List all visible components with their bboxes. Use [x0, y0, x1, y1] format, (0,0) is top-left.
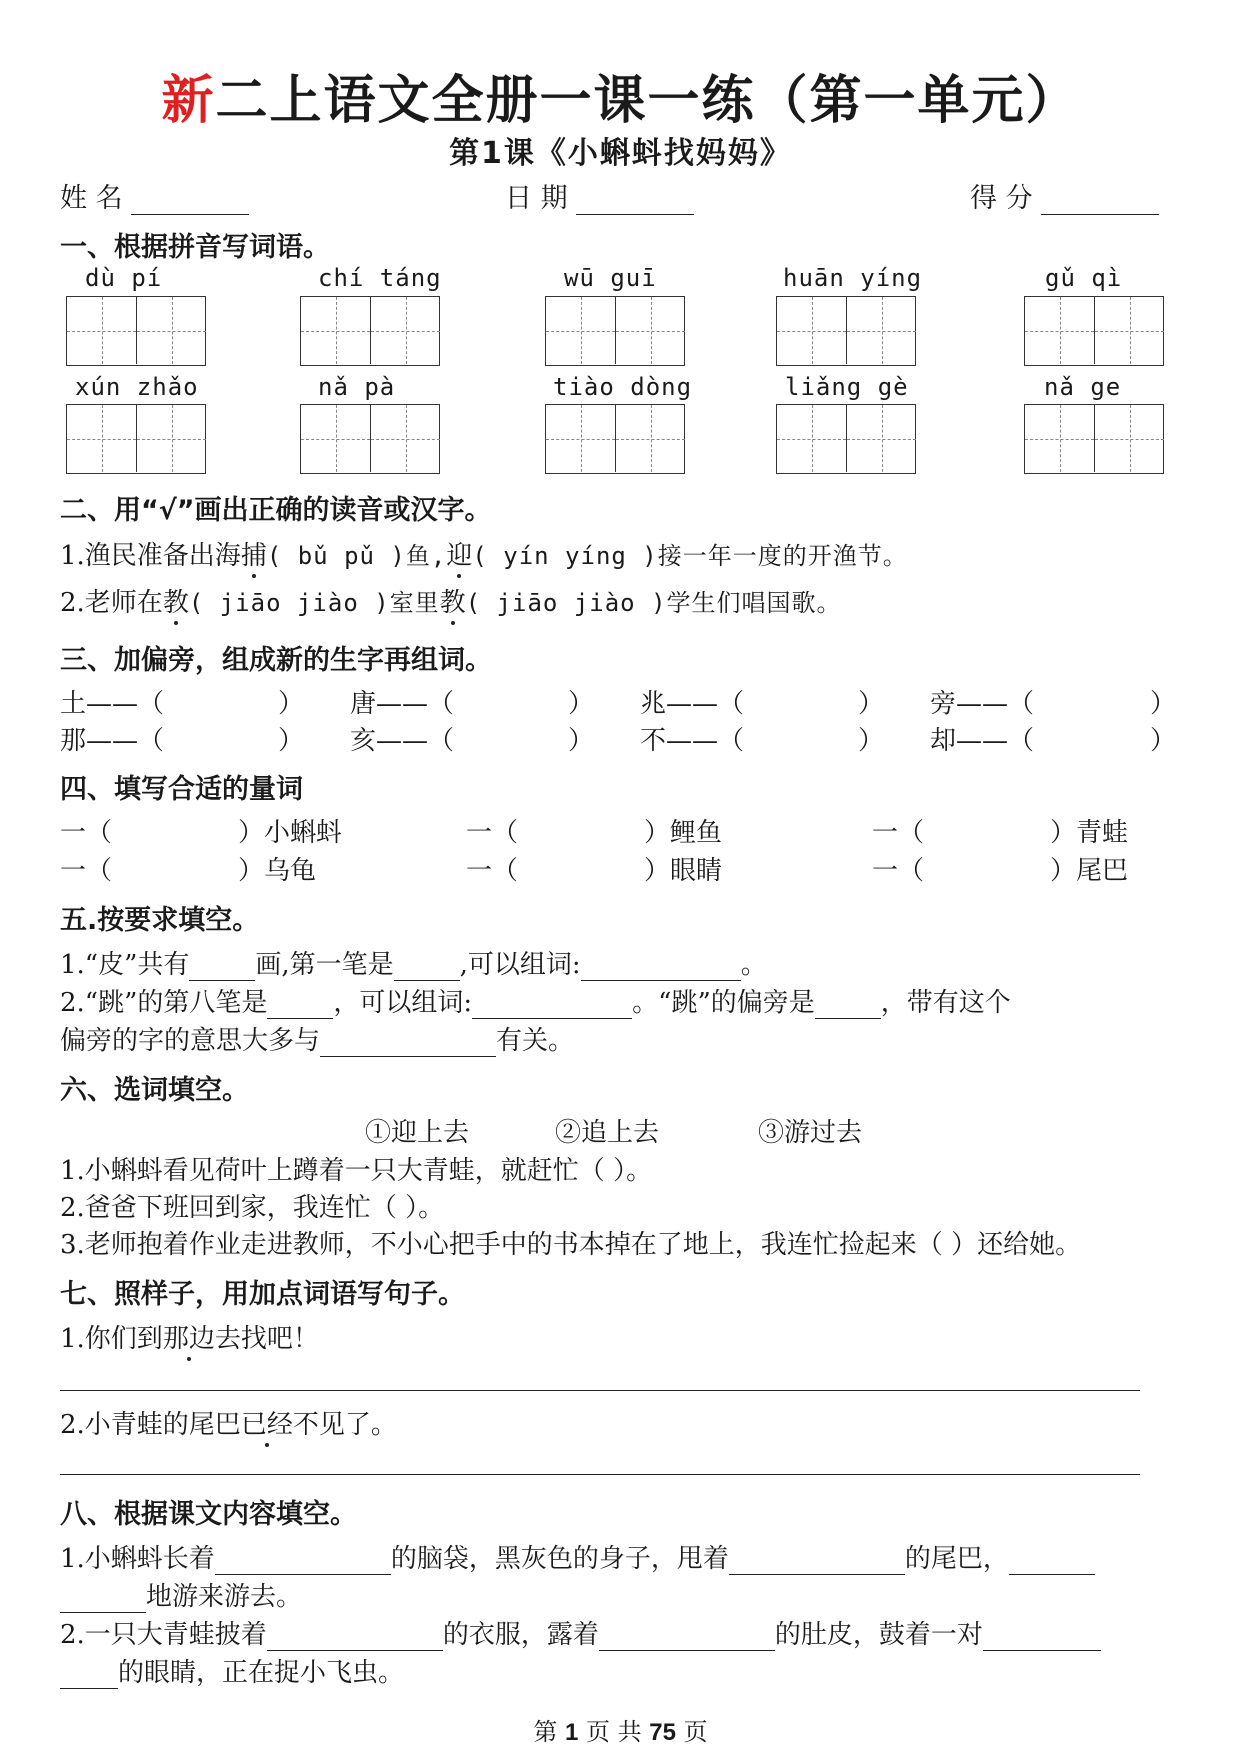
question-line: [60, 1652, 404, 1689]
answer-blank[interactable]: [581, 980, 741, 981]
question-line: 2.爸爸下班回到家，我连忙（ ）。: [60, 1193, 445, 1223]
radical-item: 却——（: [930, 726, 1035, 756]
question-line: [60, 535, 908, 572]
name-blank[interactable]: [131, 214, 249, 215]
dotted-word: 那边: [163, 1318, 215, 1355]
pinyin-label: nǎ pà: [318, 373, 396, 401]
question-line: [60, 944, 767, 981]
measure-prefix: 一（: [60, 818, 113, 848]
tianzige-box[interactable]: [1024, 404, 1164, 474]
tianzige-box[interactable]: [545, 404, 685, 474]
line-text: 1.“皮”共有: [60, 950, 190, 980]
dotted-char: 捕: [241, 535, 267, 572]
tianzige-box[interactable]: [66, 404, 206, 474]
close-paren: ）: [278, 726, 305, 756]
section-7-heading: 七、照样子，用加点词语写句子。: [60, 1279, 465, 1310]
line-text: 2.老师在: [60, 588, 163, 618]
line-text: 的脑袋，黑灰色的身子，甩着: [390, 1544, 729, 1574]
tianzige-box[interactable]: [545, 296, 685, 366]
measure-prefix: 一（: [872, 856, 925, 886]
section-5-heading: 五.按要求填空。: [60, 905, 260, 936]
date-field: [505, 176, 694, 215]
example-sentence: [60, 1318, 319, 1355]
name-label: 姓 名: [60, 183, 123, 214]
tianzige-box[interactable]: [66, 296, 206, 366]
date-label: 日 期: [505, 183, 568, 214]
line-text: 有关。: [496, 1026, 575, 1056]
section-2-heading: 二、用“√”画出正确的读音或汉字。: [60, 495, 492, 526]
writing-line[interactable]: [60, 1390, 1140, 1391]
tianzige-box[interactable]: [300, 296, 440, 366]
pinyin-choice[interactable]: ( bǔ pǔ )鱼,: [266, 542, 447, 570]
close-paren: ）: [858, 726, 885, 756]
measure-item: ）小蝌蚪: [238, 818, 343, 848]
tianzige-box[interactable]: [776, 296, 916, 366]
writing-line[interactable]: [60, 1474, 1140, 1475]
line-text: 2.一只大青蛙披着: [60, 1620, 267, 1650]
total-pages: 75: [649, 1719, 676, 1746]
answer-blank[interactable]: [815, 1018, 881, 1019]
dotted-char: 教: [163, 582, 189, 619]
dotted-char: 迎: [446, 535, 472, 572]
question-line: [60, 1538, 1095, 1575]
example-sentence: [60, 1404, 397, 1441]
page-title: [0, 58, 1241, 133]
line-text: ，可以组词:: [333, 988, 473, 1018]
radical-item: 那——（: [60, 726, 165, 756]
page-number: 1: [565, 1719, 579, 1746]
footer-text: 页: [683, 1718, 708, 1746]
lesson-title: 第1课《小蝌蚪找妈妈》: [449, 136, 792, 171]
tianzige-box[interactable]: [1024, 296, 1164, 366]
measure-item: ）眼睛: [644, 856, 723, 886]
question-line: [60, 982, 1011, 1019]
line-text: 的肚皮，鼓着一对: [774, 1620, 983, 1650]
answer-blank[interactable]: [215, 1574, 391, 1575]
answer-blank[interactable]: [189, 980, 255, 981]
line-text: 2.小青蛙的尾巴: [60, 1410, 241, 1440]
line-text: 偏旁的字的意思大多与: [60, 1026, 321, 1056]
line-text: 。: [740, 950, 767, 980]
answer-blank[interactable]: [394, 980, 460, 981]
radical-item: 兆——（: [640, 689, 745, 719]
line-text: 。“跳”的偏旁是: [632, 988, 815, 1018]
radical-item: 唐——（: [350, 689, 455, 719]
answer-blank[interactable]: [729, 1574, 905, 1575]
title-highlight: 新: [161, 71, 216, 131]
measure-prefix: 一（: [466, 818, 519, 848]
measure-item: ）尾巴: [1050, 856, 1129, 886]
measure-prefix: 一（: [466, 856, 519, 886]
close-paren: ）: [568, 689, 595, 719]
answer-blank[interactable]: [60, 1688, 118, 1689]
line-text: 1.小蝌蚪长着: [60, 1544, 215, 1574]
close-paren: ）: [278, 689, 305, 719]
line-text: 的衣服，露着: [442, 1620, 599, 1650]
pinyin-label: chí táng: [318, 264, 442, 292]
pinyin-label: wū guī: [564, 264, 657, 292]
score-blank[interactable]: [1041, 214, 1159, 215]
close-paren: ）: [1150, 726, 1177, 756]
pinyin-label: liǎng gè: [785, 373, 909, 401]
pinyin-choice[interactable]: ( yín yíng )接一年一度的开渔节。: [472, 542, 908, 570]
page-footer: [0, 1712, 1241, 1747]
line-text: 画,第一笔是: [255, 950, 394, 980]
tianzige-box[interactable]: [300, 404, 440, 474]
section-6-heading: 六、选词填空。: [60, 1075, 249, 1106]
pinyin-label: gǔ qì: [1045, 264, 1123, 292]
radical-item: 旁——（: [930, 689, 1035, 719]
dotted-char: 教: [440, 582, 466, 619]
pinyin-label: xún zhǎo: [75, 373, 199, 401]
measure-item: ）青蛙: [1050, 818, 1129, 848]
section-8-heading: 八、根据课文内容填空。: [60, 1499, 357, 1530]
line-text: 1.你们到: [60, 1324, 163, 1354]
footer-text: 页 共: [586, 1718, 642, 1746]
answer-blank[interactable]: [60, 1612, 146, 1613]
section-3-heading: 三、加偏旁，组成新的生字再组词。: [60, 645, 492, 676]
question-line: [60, 1576, 302, 1613]
pinyin-label: dù pí: [85, 264, 163, 292]
answer-blank[interactable]: [267, 1018, 333, 1019]
pinyin-choice[interactable]: ( jiāo jiào )室里: [188, 589, 440, 617]
line-text: 去找吧！: [214, 1324, 319, 1354]
question-line: 3.老师抱着作业走进教师，不小心把手中的书本掉在了地上，我连忙捡起来（ ）还给她。: [60, 1230, 1082, 1260]
question-line: 1.小蝌蚪看见荷叶上蹲着一只大青蛙，就赶忙（ ）。: [60, 1156, 653, 1186]
question-line: [60, 582, 842, 619]
answer-blank[interactable]: [320, 1056, 496, 1057]
line-text: 2.“跳”的第八笔是: [60, 988, 268, 1018]
measure-item: ）鲤鱼: [644, 818, 723, 848]
score-label: 得 分: [970, 183, 1033, 214]
close-paren: ）: [568, 726, 595, 756]
radical-item: 不——（: [640, 726, 745, 756]
name-field: [60, 176, 249, 215]
radical-item: 亥——（: [350, 726, 455, 756]
word-option: ③游过去: [758, 1118, 863, 1148]
measure-prefix: 一（: [872, 818, 925, 848]
line-text: 1.渔民准备出海: [60, 541, 241, 571]
close-paren: ）: [858, 689, 885, 719]
measure-item: ）乌龟: [238, 856, 317, 886]
pinyin-label: huān yíng: [783, 264, 923, 292]
line-text: ,可以组词:: [459, 950, 581, 980]
answer-blank[interactable]: [983, 1650, 1101, 1651]
line-text: 的眼睛，正在捉小飞虫。: [118, 1658, 405, 1688]
line-text: 的尾巴，: [904, 1544, 1009, 1574]
pinyin-choice[interactable]: ( jiāo jiào )学生们唱国歌。: [465, 589, 842, 617]
tianzige-box[interactable]: [776, 404, 916, 474]
answer-blank[interactable]: [599, 1650, 775, 1651]
measure-prefix: 一（: [60, 856, 113, 886]
pinyin-label: nǎ ge: [1044, 373, 1122, 401]
word-option: ①迎上去: [365, 1118, 470, 1148]
dotted-word: 已经: [241, 1404, 293, 1441]
score-field: [970, 176, 1159, 215]
answer-blank[interactable]: [472, 1018, 632, 1019]
line-text: ，带有这个: [880, 988, 1011, 1018]
line-text: 不见了。: [292, 1410, 397, 1440]
section-1-heading: 一、根据拼音写词语。: [60, 232, 330, 263]
question-line: [60, 1020, 574, 1057]
close-paren: ）: [1150, 689, 1177, 719]
date-blank[interactable]: [576, 214, 694, 215]
question-line: [60, 1614, 1101, 1651]
answer-blank[interactable]: [267, 1650, 443, 1651]
answer-blank[interactable]: [1009, 1574, 1095, 1575]
footer-text: 第: [533, 1718, 558, 1746]
word-option: ②追上去: [555, 1118, 660, 1148]
section-4-heading: 四、填写合适的量词: [60, 774, 303, 805]
radical-item: 土——（: [60, 689, 165, 719]
pinyin-label: tiào dòng: [553, 373, 693, 401]
title-text: 二上语文全册一课一练（第一单元）: [215, 71, 1080, 131]
line-text: 地游来游去。: [146, 1582, 303, 1612]
